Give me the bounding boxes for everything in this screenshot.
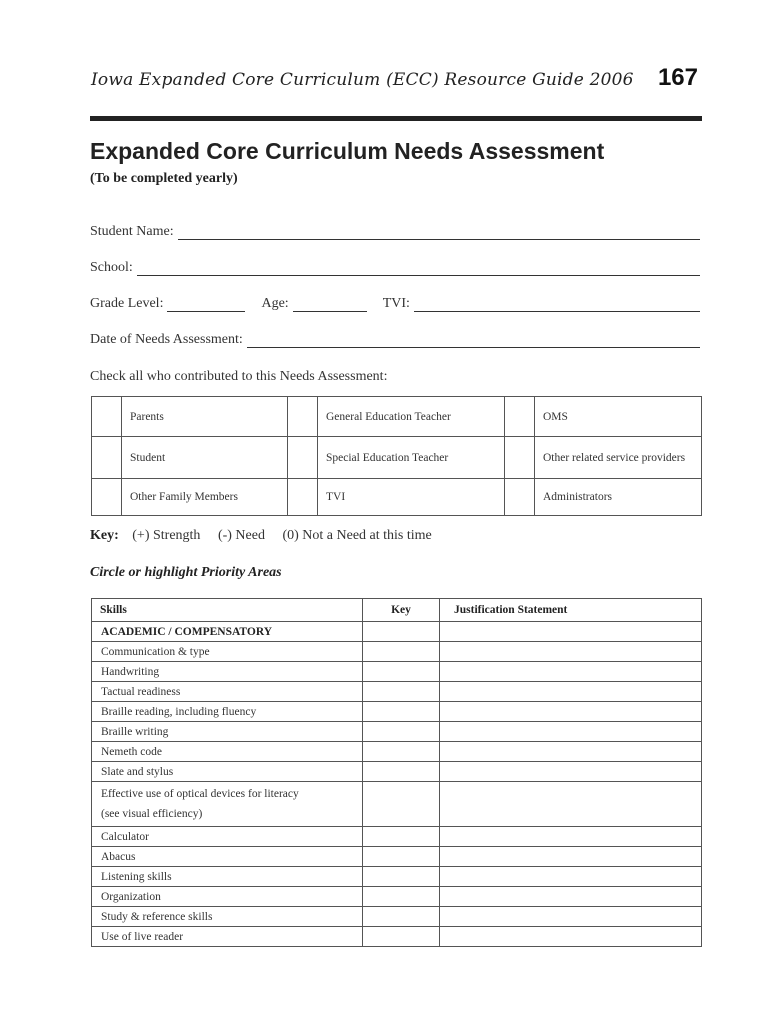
justification-cell[interactable] <box>440 742 702 762</box>
age-line[interactable] <box>293 297 367 312</box>
skill-row <box>92 827 702 847</box>
skill-label: Communication & type <box>92 642 363 662</box>
student-name-line[interactable] <box>178 225 700 240</box>
skill-row <box>92 927 702 947</box>
key-cell[interactable] <box>363 927 440 947</box>
skills-table <box>91 598 702 947</box>
checkbox[interactable] <box>92 479 122 516</box>
key-cell[interactable] <box>363 682 440 702</box>
page-title: Expanded Core Curriculum Needs Assessment <box>90 138 605 164</box>
contributor-label: OMS <box>535 397 702 437</box>
page-number: 167 <box>657 64 698 91</box>
skills-column-header: Skills <box>92 599 363 622</box>
contributors-instruction: Check all who contributed to this Needs Assessment: <box>90 369 388 384</box>
key-column-header: Key <box>363 599 440 622</box>
key-cell[interactable] <box>363 702 440 722</box>
tvi-line[interactable] <box>414 297 700 312</box>
skill-row <box>92 682 702 702</box>
checkbox[interactable] <box>288 397 318 437</box>
key-cell[interactable] <box>363 887 440 907</box>
student-name-label: Student Name: <box>90 224 174 239</box>
key-legend <box>90 528 432 544</box>
contributor-label: TVI <box>318 479 505 516</box>
school-label: School: <box>90 260 133 275</box>
justification-cell[interactable] <box>440 622 702 642</box>
justification-cell[interactable] <box>440 907 702 927</box>
skill-label: Study & reference skills <box>92 907 363 927</box>
key-label: Key: <box>90 528 119 543</box>
key-cell[interactable] <box>363 762 440 782</box>
contributors-row <box>92 437 702 479</box>
skill-label: Organization <box>92 887 363 907</box>
running-title: Iowa Expanded Core Curriculum (ECC) Resource Guide 2006 <box>91 70 634 90</box>
key-cell[interactable] <box>363 642 440 662</box>
school-field <box>90 260 700 276</box>
contributors-table <box>91 396 702 516</box>
key-need: (-) Need <box>217 528 265 543</box>
justification-cell[interactable] <box>440 642 702 662</box>
contributor-label: Other related service providers <box>535 437 702 479</box>
school-line[interactable] <box>137 261 700 276</box>
justification-cell[interactable] <box>440 722 702 742</box>
checkbox[interactable] <box>505 437 535 479</box>
skill-label: Abacus <box>92 847 363 867</box>
justification-cell[interactable] <box>440 887 702 907</box>
skill-label: Calculator <box>92 827 363 847</box>
skill-label-line: (see visual efficiency) <box>101 808 203 820</box>
student-name-field <box>90 224 700 240</box>
contributors-row <box>92 479 702 516</box>
category-label: ACADEMIC / COMPENSATORY <box>92 622 363 642</box>
key-cell[interactable] <box>363 782 440 827</box>
key-cell[interactable] <box>363 867 440 887</box>
checkbox[interactable] <box>288 437 318 479</box>
header-rule <box>90 116 702 121</box>
skill-label: Tactual readiness <box>92 682 363 702</box>
skill-row <box>92 742 702 762</box>
justification-column-header: Justification Statement <box>440 599 702 622</box>
key-not-need: (0) Not a Need at this time <box>282 528 432 543</box>
contributor-label: Administrators <box>535 479 702 516</box>
skill-row <box>92 887 702 907</box>
justification-cell[interactable] <box>440 782 702 827</box>
justification-cell[interactable] <box>440 867 702 887</box>
skill-label-line: Effective use of optical devices for literacy <box>101 788 299 800</box>
grade-level-line[interactable] <box>167 297 245 312</box>
skill-label: Braille reading, including fluency <box>92 702 363 722</box>
key-cell[interactable] <box>363 662 440 682</box>
skill-row <box>92 702 702 722</box>
contributor-label: Other Family Members <box>122 479 288 516</box>
contributor-label: Parents <box>122 397 288 437</box>
key-cell[interactable] <box>363 847 440 867</box>
justification-cell[interactable] <box>440 682 702 702</box>
checkbox[interactable] <box>505 397 535 437</box>
contributors-row <box>92 397 702 437</box>
priority-instruction: Circle or highlight Priority Areas <box>90 565 282 580</box>
key-cell[interactable] <box>363 827 440 847</box>
skill-label: Braille writing <box>92 722 363 742</box>
skill-label <box>92 782 363 827</box>
checkbox[interactable] <box>92 437 122 479</box>
key-strength: (+) Strength <box>132 528 201 543</box>
contributor-label: Student <box>122 437 288 479</box>
skill-row <box>92 907 702 927</box>
key-cell[interactable] <box>363 907 440 927</box>
age-label: Age: <box>261 296 289 311</box>
skill-label: Nemeth code <box>92 742 363 762</box>
page-subtitle: (To be completed yearly) <box>90 171 238 186</box>
skill-label: Slate and stylus <box>92 762 363 782</box>
contributor-label: General Education Teacher <box>318 397 505 437</box>
key-cell[interactable] <box>363 742 440 762</box>
contributor-label: Special Education Teacher <box>318 437 505 479</box>
skills-header-row <box>92 599 702 622</box>
justification-cell[interactable] <box>440 762 702 782</box>
grade-level-label: Grade Level: <box>90 296 164 311</box>
skill-label: Listening skills <box>92 867 363 887</box>
skill-row <box>92 662 702 682</box>
date-line[interactable] <box>247 333 700 348</box>
checkbox[interactable] <box>92 397 122 437</box>
justification-cell[interactable] <box>440 662 702 682</box>
justification-cell[interactable] <box>440 927 702 947</box>
justification-cell[interactable] <box>440 847 702 867</box>
date-field <box>90 332 700 348</box>
skill-row <box>92 722 702 742</box>
skill-row <box>92 867 702 887</box>
date-label: Date of Needs Assessment: <box>90 332 243 347</box>
category-row <box>92 622 702 642</box>
key-cell[interactable] <box>363 722 440 742</box>
checkbox[interactable] <box>288 479 318 516</box>
skill-label: Handwriting <box>92 662 363 682</box>
tvi-label: TVI: <box>382 296 410 311</box>
key-cell[interactable] <box>363 622 440 642</box>
grade-age-tvi-row <box>90 296 700 312</box>
skill-row <box>92 782 702 827</box>
skill-row <box>92 762 702 782</box>
justification-cell[interactable] <box>440 702 702 722</box>
skill-row <box>92 847 702 867</box>
skill-label: Use of live reader <box>92 927 363 947</box>
skill-row <box>92 642 702 662</box>
checkbox[interactable] <box>505 479 535 516</box>
justification-cell[interactable] <box>440 827 702 847</box>
